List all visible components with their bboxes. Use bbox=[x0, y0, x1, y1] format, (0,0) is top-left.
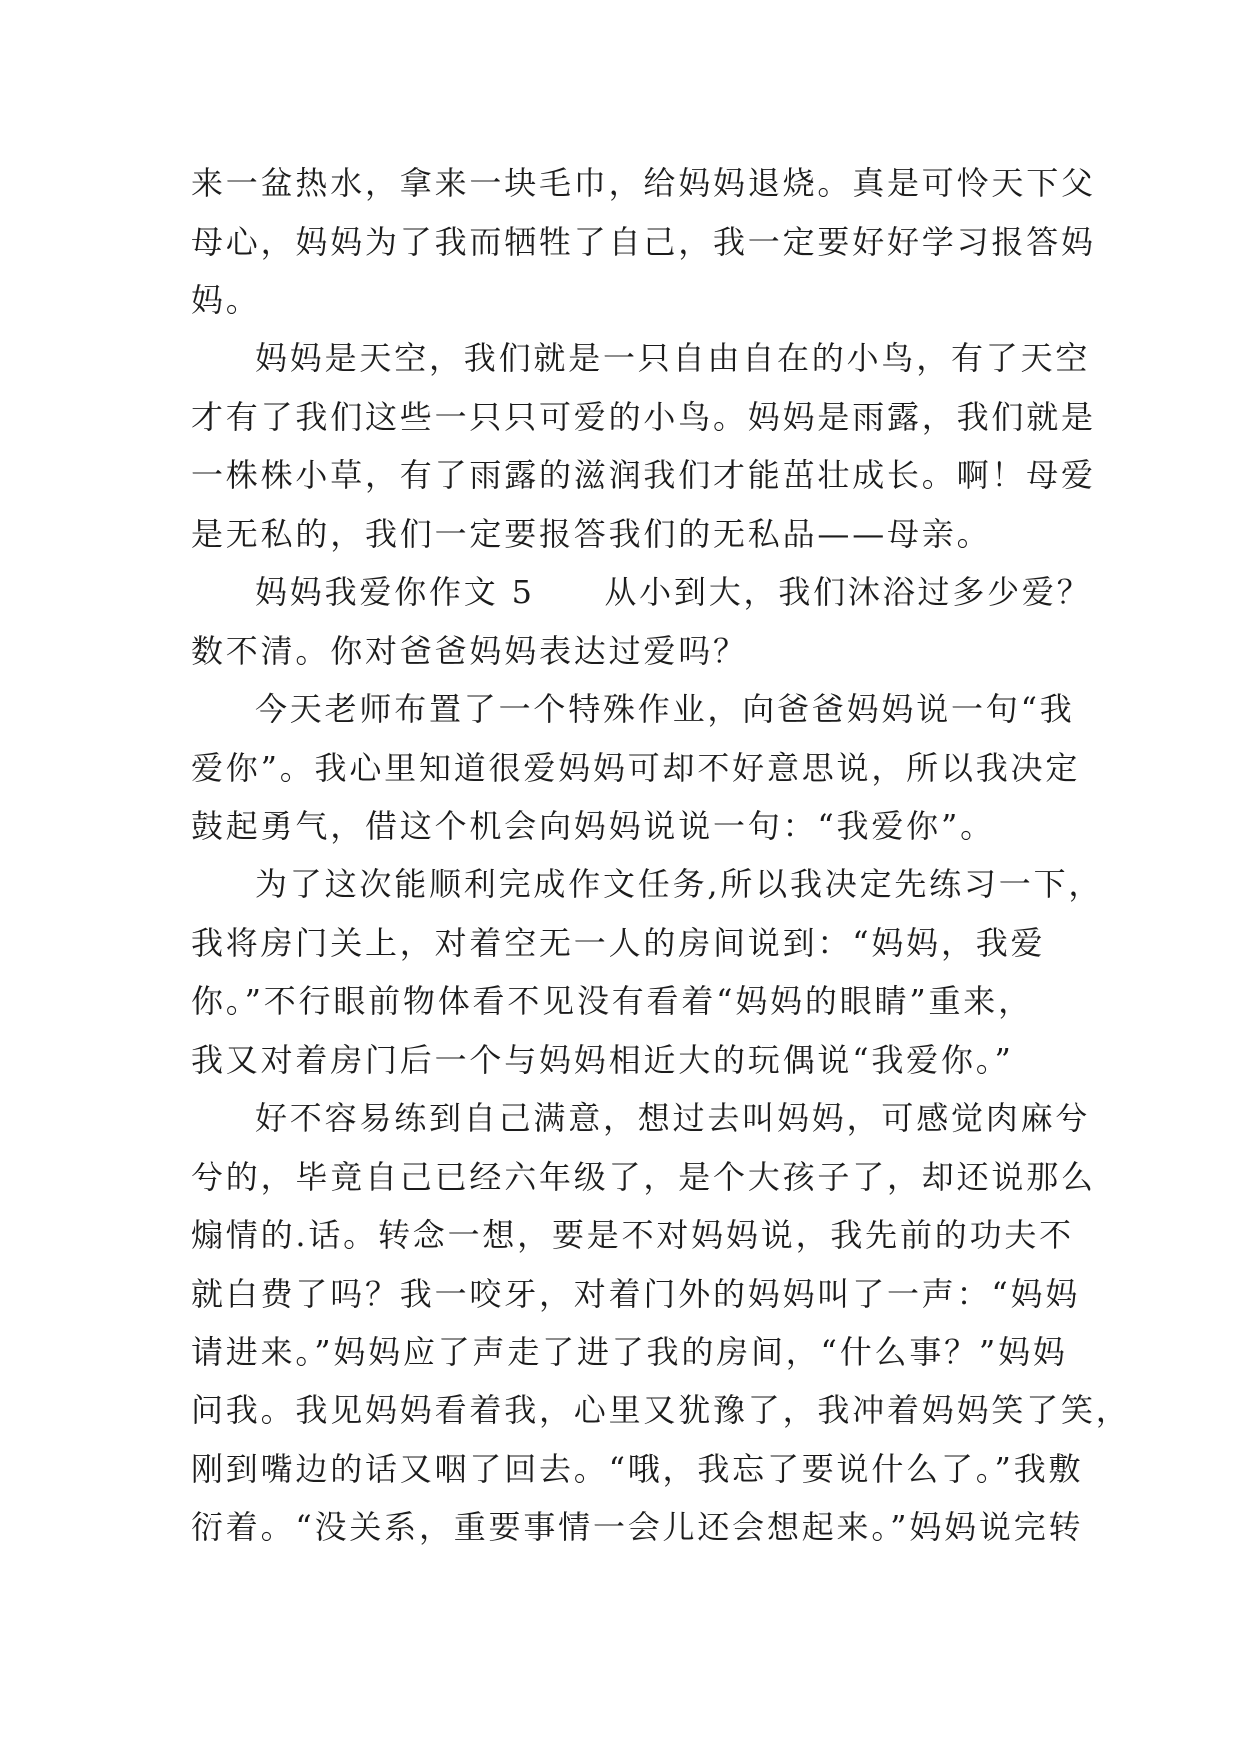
text-line: 就白费了吗？我一咬牙，对着门外的妈妈叫了一声：“妈妈 bbox=[191, 1275, 1081, 1313]
paragraph-start-line: 为了这次能顺利完成作文任务,所以我决定先练习一下， bbox=[255, 865, 1104, 903]
text-line: 爱你”。我心里知道很爱妈妈可却不好意思说，所以我决定 bbox=[191, 749, 1081, 787]
text-line: 衍着。“没关系，重要事情一会儿还会想起来。”妈妈说完转 bbox=[191, 1508, 1084, 1546]
text-line: 你。”不行眼前物体看不见没有看着“妈妈的眼睛”重来， bbox=[191, 982, 1033, 1020]
text-line: 一株株小草，有了雨露的滋润我们才能茁壮成长。啊！母爱 bbox=[191, 456, 1096, 494]
section-heading-line: 妈妈我爱你作文 5 从小到大，我们沐浴过多少爱？ bbox=[255, 573, 1092, 611]
text-line: 是无私的，我们一定要报答我们的无私品——母亲。 bbox=[191, 515, 992, 553]
text-line: 我将房门关上，对着空无一人的房间说到：“妈妈，我爱 bbox=[191, 924, 1046, 962]
text-line: 我又对着房门后一个与妈妈相近大的玩偶说“我爱你。” bbox=[191, 1041, 1014, 1079]
text-line: 请进来。”妈妈应了声走了进了我的房间，“什么事？”妈妈 bbox=[191, 1333, 1068, 1371]
text-line: 刚到嘴边的话又咽了回去。“哦，我忘了要说什么了。”我敷 bbox=[191, 1450, 1084, 1488]
text-line: 母心，妈妈为了我而牺牲了自己，我一定要好好学习报答妈 bbox=[191, 223, 1096, 261]
paragraph-start-line: 今天老师布置了一个特殊作业，向爸爸妈妈说一句“我 bbox=[255, 690, 1075, 728]
paragraph-start-line: 好不容易练到自己满意，想过去叫妈妈，可感觉肉麻兮 bbox=[255, 1099, 1091, 1137]
text-line: 数不清。你对爸爸妈妈表达过爱吗？ bbox=[191, 632, 748, 670]
text-line: 妈。 bbox=[191, 281, 261, 319]
text-line: 问我。我见妈妈看着我，心里又犹豫了，我冲着妈妈笑了笑， bbox=[191, 1391, 1131, 1429]
text-line: 兮的，毕竟自己已经六年级了，是个大孩子了，却还说那么 bbox=[191, 1158, 1096, 1196]
paragraph-start-line: 妈妈是天空，我们就是一只自由自在的小鸟，有了天空 bbox=[255, 339, 1091, 377]
text-line: 煽情的.话。转念一想，要是不对妈妈说，我先前的功夫不 bbox=[191, 1216, 1074, 1254]
text-line: 来一盆热水，拿来一块毛巾，给妈妈退烧。真是可怜天下父 bbox=[191, 164, 1096, 202]
text-line: 才有了我们这些一只只可爱的小鸟。妈妈是雨露，我们就是 bbox=[191, 398, 1096, 436]
text-line: 鼓起勇气，借这个机会向妈妈说说一句：“我爱你”。 bbox=[191, 807, 995, 845]
